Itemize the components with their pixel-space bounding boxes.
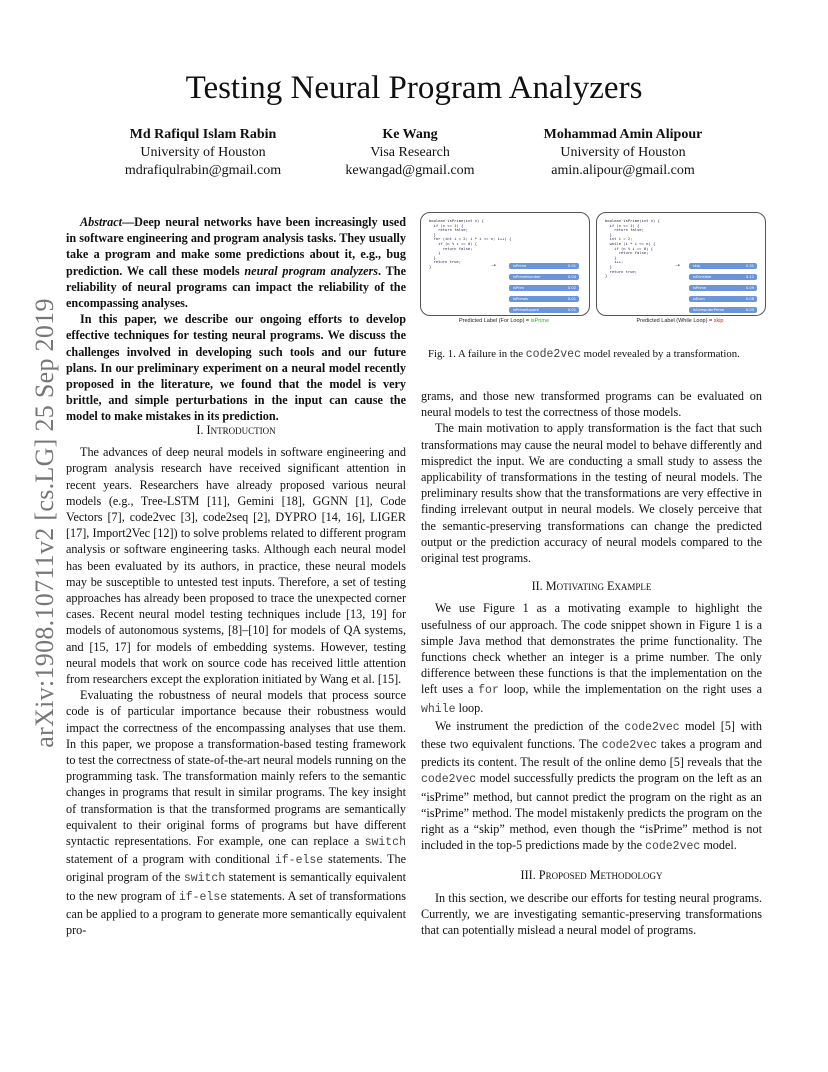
left-column [66, 410, 406, 938]
right-panel-caption: Predicted Label (While Loop) = skip [636, 318, 724, 324]
right-column [421, 388, 762, 938]
prediction-bar: isPrim 0.02 [509, 285, 579, 291]
prediction-bar: isPrimes 0.01 [509, 296, 579, 302]
figure-1 [420, 212, 764, 330]
author-name: Ke Wang [382, 127, 438, 142]
arxiv-identifier: arXiv:1908.10711v2 [cs.LG] 25 Sep 2019 [30, 298, 59, 748]
abstract-text: —Deep neural networks have been increasingly used in software engineering and program analysis tasks. They usually take a program and make some predictions about it, e.g., bug prediction. We call these models [66, 215, 406, 278]
author-email: kewangad@gmail.com [345, 163, 475, 178]
figure-caption: Fig. 1. A failure in the code2vec model revealed by a transformation. [428, 348, 740, 361]
author-2 [310, 126, 510, 180]
paper-title: Testing Neural Program Analyzers [185, 70, 643, 106]
abstract-text: . The reliability of neural programs can impact the reliability of the encompassing analyses. [66, 263, 406, 311]
author-affiliation: University of Houston [560, 145, 686, 160]
left-code-snippet: boolean isPrime(int n) { if (n <= 1) { return false; } for (int i = 2; i * i <= n; i++) { if (n % i == 0) { return false; } } return true; } [429, 218, 512, 269]
left-panel-caption: Predicted Label (For Loop) = isPrime [458, 318, 550, 324]
author-email: amin.alipour@gmail.com [551, 163, 695, 178]
continued-paragraph: grams, and those new transformed programs can be evaluated on neural models to test the correctness of those models. [421, 389, 762, 420]
author-affiliation: Visa Research [370, 145, 450, 160]
abstract [66, 214, 406, 425]
methodology-paragraph: In this section, we describe our efforts for testing neural programs. Currently, we are investigating semantic-preserving transformations that can potentially mislead a neural model of programs. [421, 890, 762, 938]
prediction-bar: skip 0.31 [689, 263, 757, 269]
figure-left-panel [420, 212, 590, 316]
author-name: Md Rafiqul Islam Rabin [129, 127, 277, 142]
intro-paragraph-2: Evaluating the robustness of neural models that process source code is of particular importance because their robustness would impact the correctness of the encompassing analyses that use them. In this paper, we propose a transformation-based testing framework to test the correctness of state-of-the-art neural models running on the programming task. The transformation mainly refers to the semantic changes in programs that result in similar programs. The key insight of transformation is that the transformed programs are semantically equivalent to their original forms of programs but have different syntactic representations. For example, one can replace a switch statement of a program with conditional if-else statements. The original program of the switch statement is semantically equivalent to the new program of if-else statements. A set of transformations can be applied to a program to generate more semantically equivalent pro- [66, 688, 406, 938]
section-heading: I. Introduction [196, 423, 276, 437]
prediction-bar: isPrime 0.09 [689, 285, 757, 291]
section-heading: II. Motivating Example [531, 579, 652, 594]
right-code-snippet: boolean isPrime(int n) { if (n <= 1) { return false; } int i = 2; while (i * i <= n) { if (n % i == 0) { return false; } i++; } return true; } [605, 218, 660, 279]
figure-right-panel [596, 212, 766, 316]
prediction-bar: isPrime 0.91 [509, 263, 579, 269]
section-heading: III. Proposed Methodology [520, 868, 663, 883]
author-3 [508, 126, 738, 180]
author-affiliation: University of Houston [140, 145, 266, 160]
arrow-icon: ➝ [491, 263, 497, 269]
abstract-emphasis: neural program analyzers [244, 263, 378, 278]
example-paragraph-2: We instrument the prediction of the code2vec model [5] with these two equivalent functions. The code2vec takes a program and predicts its content. The result of the online demo [5] reveals that the code2vec model successfully predicts the program on the left as an “isPrime” method, but cannot predict the program on the right as an “isPrime” method. The model mistakenly predicts the program on the right as a “skip” method, even though the “isPrime” method is not included in the top-5 predictions made by the code2vec model. [421, 718, 763, 854]
prediction-bar: isDivisible 0.12 [689, 274, 757, 280]
prediction-bar: isPrimeNumber 0.04 [509, 274, 579, 280]
author-name: Mohammad Amin Alipour [543, 127, 703, 142]
arrow-icon: ➝ [675, 263, 681, 269]
intro-paragraph-1: The advances of deep neural models in software engineering and program analysis research have received significant attention in recent years. Researchers have already proposed various neural models (e.g., Tree-LSTM [11], Gemini [18], GGNN [1], Code Vectors [7], code2vec [3], code2seq [2], DYPRO [14, 16], LIGER [17], Import2Vec [12]) to solve problems related to different program analysis or software engineering tasks. Although each neural model has been evaluated by its authors, in practice, these neural models may be susceptible to untested test inputs. Therefore, a set of testing approaches has already been proposed to trace the unexpected corner cases. Recent neural model testing techniques include [13, 19] for models of autonomous systems, [8]–[10] for models of QA systems, and [15, 17] for models of embedding systems. However, testing neural models that work on source code has received little attention from researchers except the exploration initiated by Wang et al. [15]. [66, 445, 406, 687]
abstract-label: Abstract [80, 215, 122, 229]
abstract-paragraph: In this paper, we describe our ongoing efforts to develop effective techniques for testing neural programs. We discuss the challenges involved in developing such tools and our future plans. In our preliminary experiment on a neural model recently proposed in the literature, we found that the model is very brittle, and simple perturbations in the input can cause the model to make mistakes in its prediction. [66, 312, 406, 424]
prediction-bar: isPrimeSquare 0.01 [509, 307, 579, 313]
prediction-bar: isComputerPrime 0.05 [689, 307, 757, 313]
author-1 [88, 126, 318, 180]
example-paragraph-1: We use Figure 1 as a motivating example to highlight the usefulness of our approach. The code snippet shown in Figure 1 is a simple Java method that demonstrates the prime functionality. The functions check whether an integer is a prime number. The only difference between these functions is that the implementation on the left uses a for loop, while the implementation on the right uses a while loop. [421, 601, 763, 716]
motivation-paragraph: The main motivation to apply transformation is the fact that such transformations may cause the neural model to behave differently and mispredict the input. We are conducting a small study to assess the applicability of transformations in the testing of neural models. The preliminary results show that the transformations are very effective in finding irrelevant output in neural models. We closely perceive that the semantic-preserving transformations can change the predicted output or the prediction accuracy of neural models compared to the original test programs. [421, 421, 762, 566]
prediction-bar: isEven 0.08 [689, 296, 757, 302]
author-email: mdrafiqulrabin@gmail.com [124, 163, 282, 178]
